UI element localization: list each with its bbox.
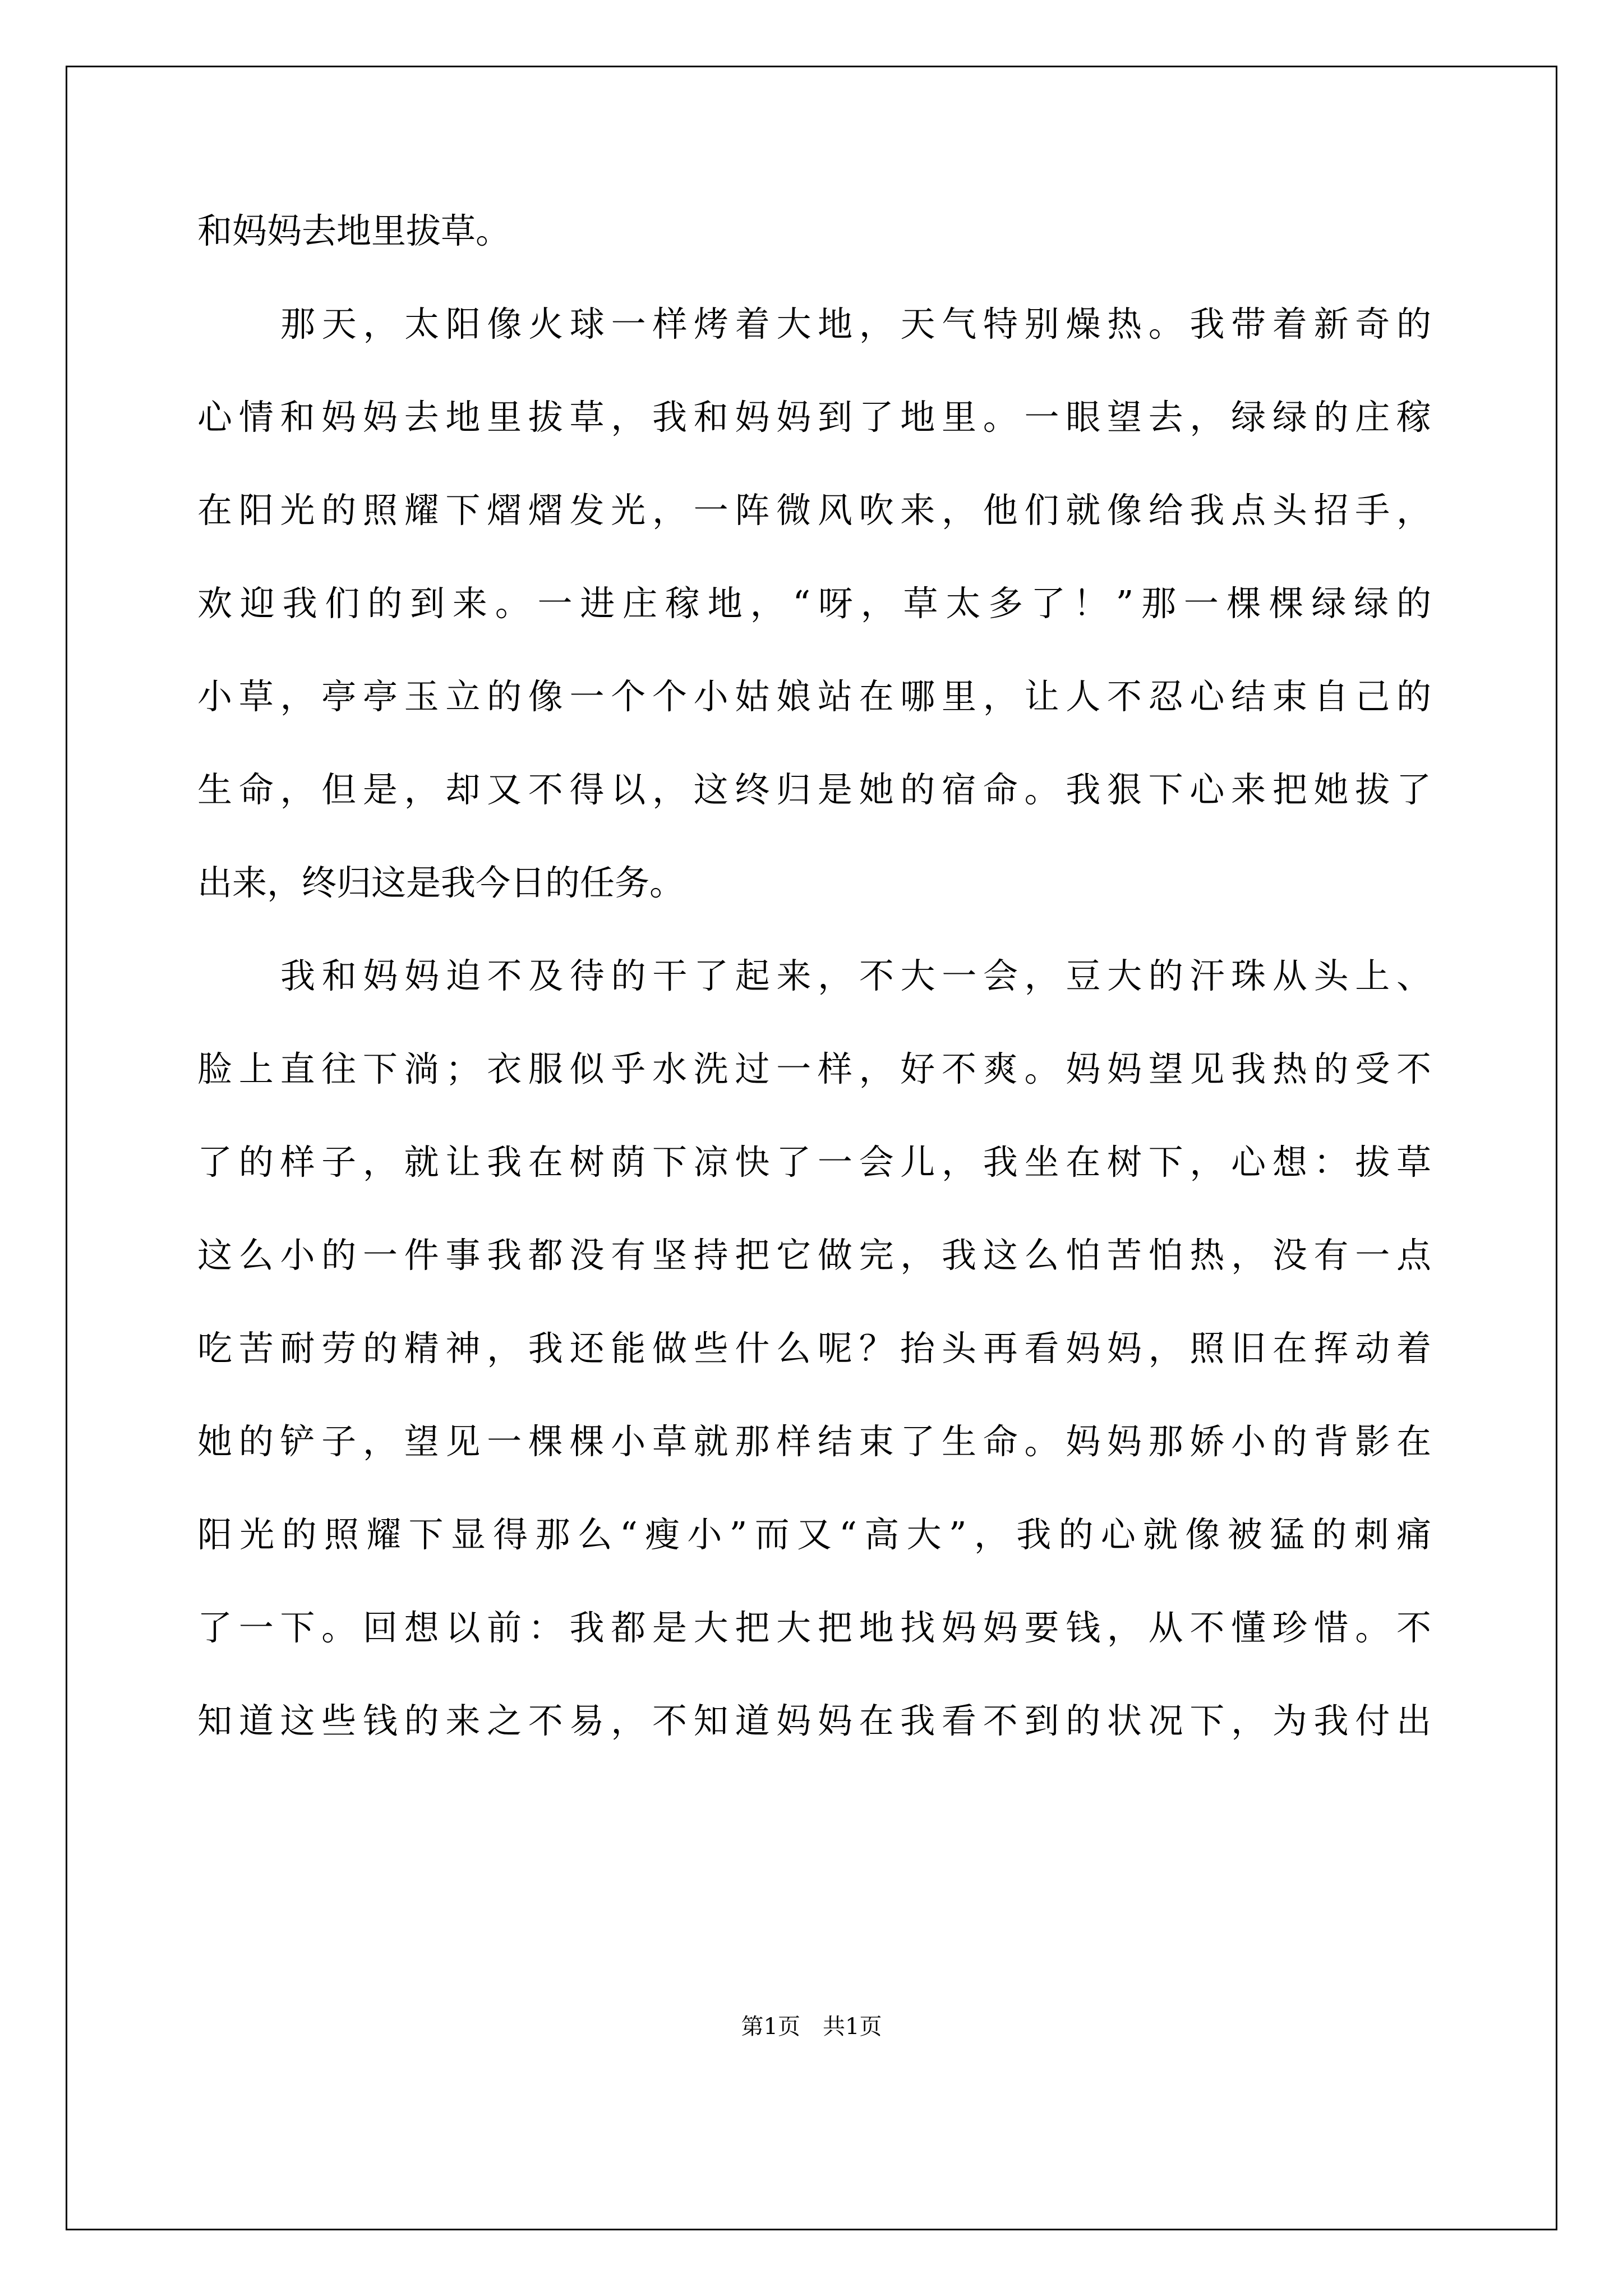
paragraph-3-line-6: 她的铲子，望见一棵棵小草就那样结束了生命。妈妈那娇小的背影在 [197, 1421, 1431, 1462]
paragraph-3-line-7: 阳光的照耀下显得那么“瘦小”而又“高大”，我的心就像被猛的刺痛 [197, 1514, 1431, 1555]
paragraph-2-line-1: 那天，太阳像火球一样烤着大地，天气特别燥热。我带着新奇的 [280, 303, 1431, 344]
paragraph-3-line-2: 脸上直往下淌；衣服似乎水洗过一样，好不爽。妈妈望见我热的受不 [197, 1048, 1431, 1089]
paragraph-2-line-4: 欢迎我们的到来。一进庄稼地，“呀，草太多了！”那一棵棵绿绿的 [197, 583, 1431, 624]
paragraph-2-line-3: 在阳光的照耀下熠熠发光，一阵微风吹来，他们就像给我点头招手， [197, 490, 1431, 531]
paragraph-3-line-9: 知道这些钱的来之不易，不知道妈妈在我看不到的状况下，为我付出 [197, 1700, 1431, 1741]
paragraph-2-line-6: 生命，但是，却又不得以，这终归是她的宿命。我狠下心来把她拔了 [197, 769, 1431, 810]
paragraph-2-line-7: 出来，终归这是我今日的任务。 [197, 862, 685, 903]
paragraph-3-line-8: 了一下。回想以前：我都是大把大把地找妈妈要钱，从不懂珍惜。不 [197, 1607, 1431, 1648]
paragraph-3-line-1: 我和妈妈迫不及待的干了起来，不大一会，豆大的汗珠从头上、 [280, 955, 1431, 996]
text-line-1: 和妈妈去地里拔草。 [197, 210, 511, 251]
paragraph-3-line-3: 了的样子，就让我在树荫下凉快了一会儿，我坐在树下，心想：拔草 [197, 1142, 1431, 1182]
paragraph-3-line-4: 这么小的一件事我都没有坚持把它做完，我这么怕苦怕热，没有一点 [197, 1235, 1431, 1276]
paragraph-2-line-5: 小草，亭亭玉立的像一个个小姑娘站在哪里，让人不忍心结束自己的 [197, 676, 1431, 717]
paragraph-2-line-2: 心情和妈妈去地里拔草，我和妈妈到了地里。一眼望去，绿绿的庄稼 [197, 397, 1431, 438]
page-footer: 第1页 共1页 [741, 2014, 882, 2040]
paragraph-3-line-5: 吃苦耐劳的精神，我还能做些什么呢？抬头再看妈妈，照旧在挥动着 [197, 1328, 1431, 1369]
